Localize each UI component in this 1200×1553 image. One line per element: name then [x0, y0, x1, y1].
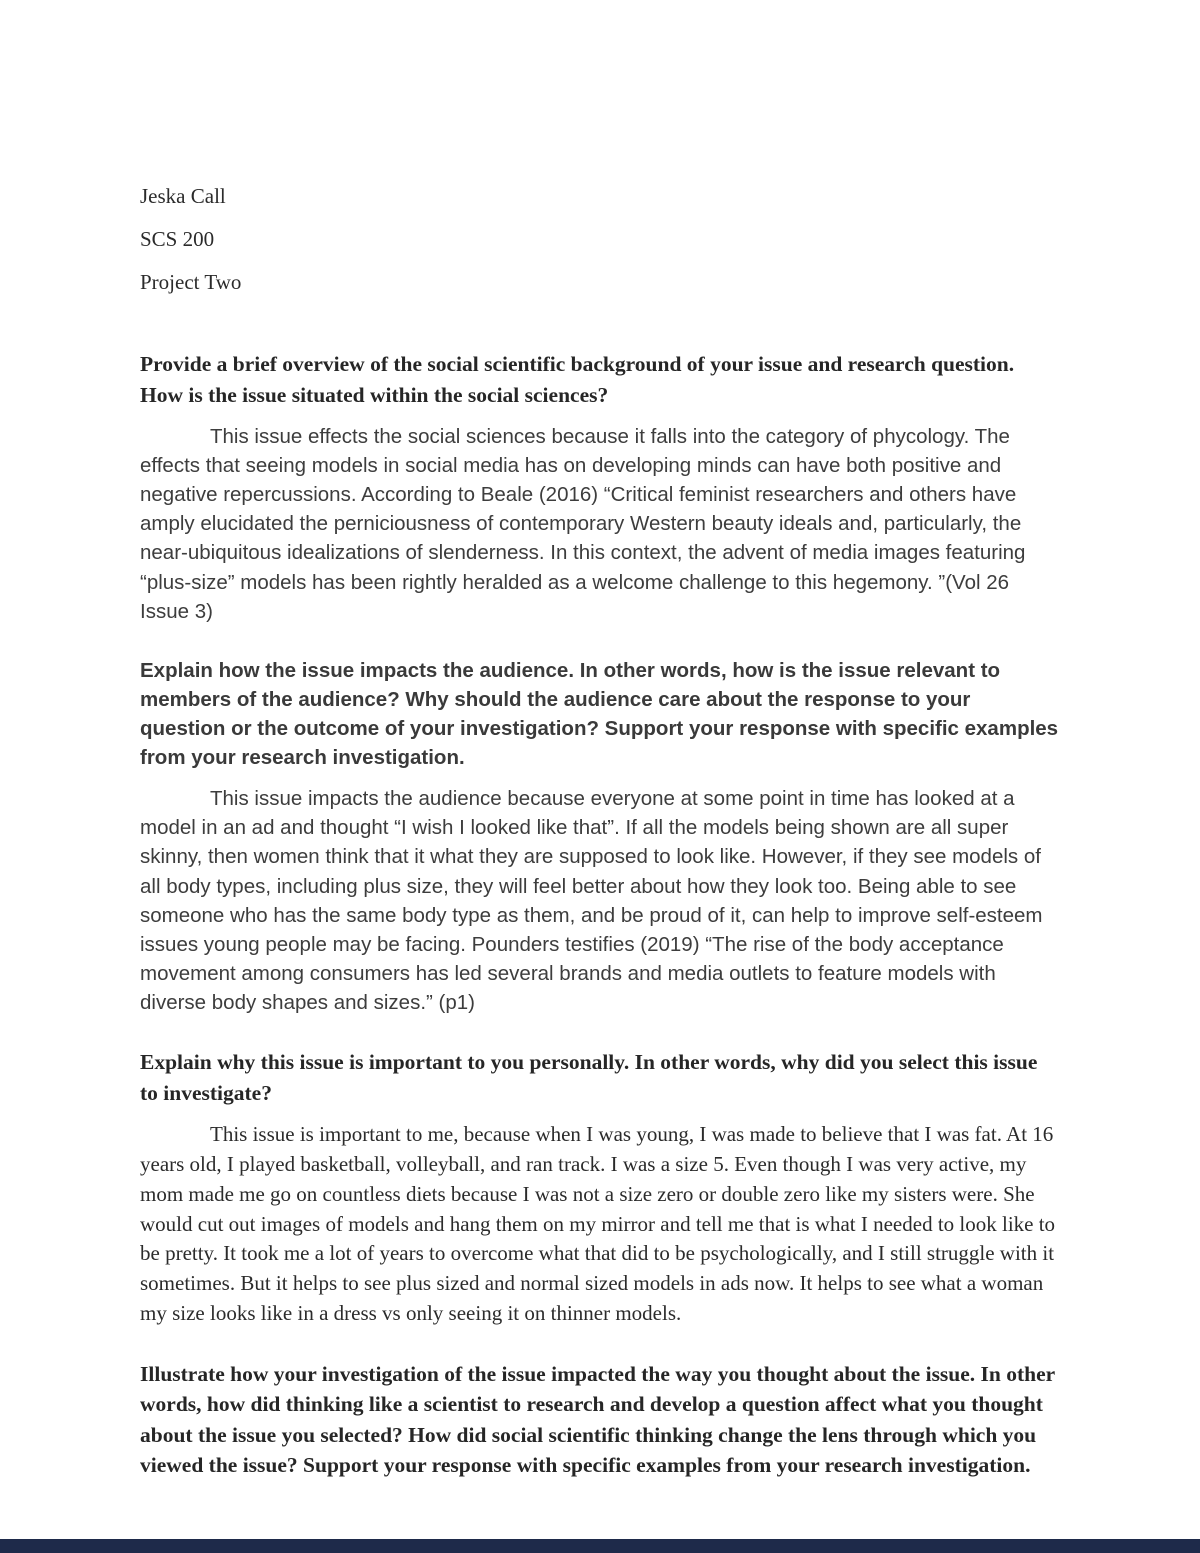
section-investigation-impact: [140, 1359, 1060, 1481]
section-paragraph: This issue effects the social sciences because it falls into the category of phycology. The effects that seeing models in social media has on developing minds can have both positive and negative repercussions. According to Beale (2016) “Critical feminist researchers and others have amply elucidated the perniciousness of contemporary Western beauty ideals and, particularly, the near-ubiquitous idealizations of slenderness. In this context, the advent of media images featuring “plus-size” models has been rightly heralded as a welcome challenge to this hegemony. ”(Vol 26 Issue 3): [140, 425, 1026, 623]
viewer-footer-bar: [0, 1539, 1200, 1553]
section-personal-importance: [140, 1047, 1060, 1329]
section-heading: Explain why this issue is important to you personally. In other words, why did you select this issue to investigate?: [140, 1050, 1038, 1105]
section-overview: [140, 349, 1060, 626]
document-title: Project Two: [140, 270, 242, 294]
course-code: SCS 200: [140, 227, 215, 251]
section-heading: Provide a brief overview of the social scientific background of your issue and research question. How is the issue situated within the social sciences?: [140, 352, 1015, 407]
section-heading: Explain how the issue impacts the audience. In other words, how is the issue relevant to members of the audience? Why should the audience care about the response to your question or the outcome of your investigation? Support your response with specific examples from your research investigation.: [140, 658, 1059, 770]
section-paragraph: This issue impacts the audience because everyone at some point in time has looked at a model in an ad and thought “I wish I looked like that”. If all the models being shown are all super skinny, then women think that it what they are supposed to look like. However, if they see models of all body types, including plus size, they will feel better about how they look too. Being able to see someone who has the same body type as them, and be proud of it, can help to improve self-esteem issues young people may be facing. Pounders testifies (2019) “The rise of the body acceptance movement among consumers has led several brands and media outlets to feature models with diverse body shapes and sizes.” (p1): [140, 787, 1043, 1014]
section-paragraph: This issue is important to me, because when I was young, I was made to believe that I was fat. At 16 years old, I played basketball, volleyball, and ran track. I was a size 5. Even though I was very active, my mom made me go on countless diets because I was not a size zero or double zero like my sisters were. She would cut out images of models and hang them on my mirror and tell me that is what I needed to look like to be pretty. It took me a lot of years to overcome what that did to be psychologically, and I still struggle with it sometimes. But it helps to see plus sized and normal sized models in ads now. It helps to see what a woman my size looks like in a dress vs only seeing it on thinner models.: [140, 1122, 1056, 1326]
section-heading: Illustrate how your investigation of the issue impacted the way you thought about the issue. In other words, how did thinking like a scientist to research and develop a question affect what you thought about the issue you selected? How did social scientific thinking change the lens through which you viewed the issue? Support your response with specific examples from your research investigation.: [140, 1361, 1055, 1478]
author-name: Jeska Call: [140, 184, 226, 208]
section-audience-impact: [140, 656, 1060, 1017]
